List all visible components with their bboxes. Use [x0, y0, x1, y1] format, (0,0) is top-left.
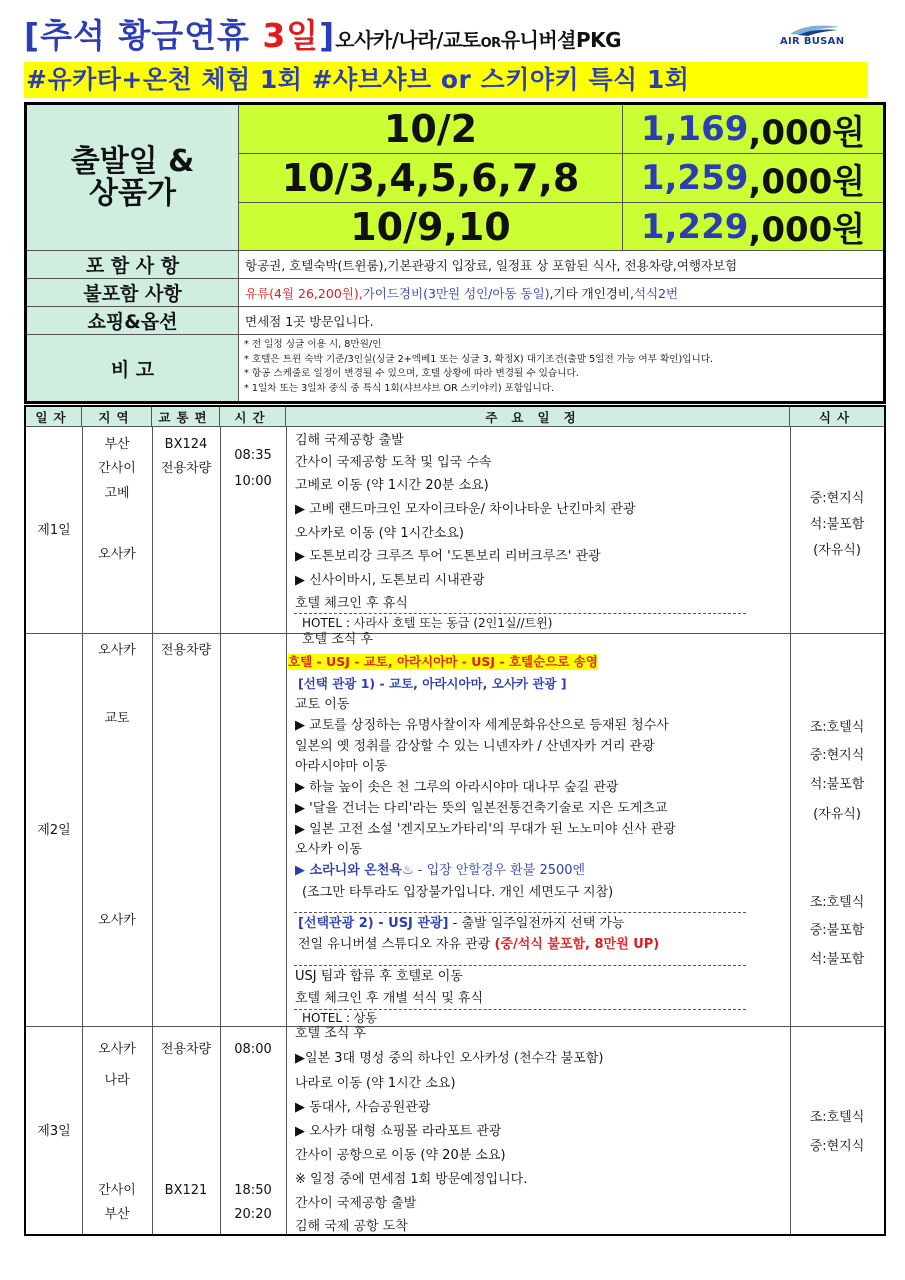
remarks-label: 비 고 — [27, 335, 239, 401]
itinerary-item: 호텔 체크인 후 개별 석식 및 휴식 — [295, 991, 484, 1006]
hotel-info: HOTEL : 상동 — [302, 1011, 377, 1025]
optional-tour-2: [선택관광 2) - USJ 관광] - 출발 일주일전까지 선택 가능 — [298, 916, 625, 931]
optional-tour-1: [선택 관광 1) - 교토, 아라시아마, 오사카 관광 ] — [298, 676, 567, 691]
itinerary-item: 교토 이동 — [295, 697, 350, 712]
itinerary-item: ▶ 일본 고전 소설 '겐지모노가타리'의 무대가 된 노노미야 신사 관광 — [295, 822, 676, 837]
time: 10:00 — [234, 474, 272, 489]
excluded-text: 유류(4월 26,200원), 가이드경비(3만원 성인/아동 동일) ,기타 개인경비, 석식2번 — [239, 279, 883, 307]
hotel-info: HOTEL : 사라사 호텔 또는 동급 (2인1실//트윈) — [302, 616, 553, 630]
page-title — [24, 10, 884, 56]
shopping-text: 면세점 1곳 방문입니다. — [239, 307, 883, 335]
itinerary-item: 간사이 국제공항 출발 — [295, 1196, 417, 1211]
departure-date: 10/2 — [239, 105, 623, 154]
region: 오사카 — [98, 643, 136, 658]
itinerary-item: 호텔 체크인 후 휴식 — [295, 596, 408, 611]
region: 오사카 — [98, 913, 136, 928]
meal: 석:불포함 — [809, 517, 865, 532]
region: 간사이 — [98, 461, 136, 476]
itinerary-item: 일본의 옛 정취를 감상할 수 있는 니넨자카 / 산넨자카 거리 관광 — [295, 739, 655, 754]
itinerary-item: 간사이 공항으로 이동 (약 20분 소요) — [295, 1148, 506, 1163]
itinerary-table — [24, 405, 886, 1236]
transport: 전용차량 — [160, 461, 212, 476]
meal: (자유식) — [813, 807, 861, 822]
region: 오사카 — [98, 1042, 136, 1057]
region: 부산 — [104, 437, 130, 452]
itinerary-item: ▶ 교토를 상징하는 유명사찰이자 세계문화유산으로 등재된 청수사 — [295, 718, 669, 733]
included-text: 항공권, 호텔숙박(트윈룸),기본관광지 입장료, 일정표 상 포함된 식사, 전용차량,여행자보험 — [239, 251, 883, 279]
departure-price-label: 출발일 & 상품가 — [27, 105, 239, 251]
col-header-transport: 교통편 — [152, 407, 220, 427]
itinerary-item: 오사카로 이동 (약 1시간소요) — [295, 526, 464, 541]
itinerary-item: 나라로 이동 (약 1시간 소요) — [295, 1076, 456, 1091]
col-header-time: 시간 — [220, 407, 286, 427]
meal: 조:호텔식 — [809, 720, 865, 735]
region: 고베 — [104, 486, 130, 501]
dashed-divider — [294, 965, 746, 966]
itinerary-item: ▶일본 3대 명성 중의 하나인 오사카성 (천수각 불포함) — [295, 1051, 604, 1066]
col-header-itinerary: 주요일정 — [286, 407, 790, 427]
product-price: 1,229 ,000원 — [623, 203, 883, 251]
transport: 전용차량 — [160, 1042, 212, 1057]
dashed-divider — [294, 613, 746, 614]
itinerary-item: 고베로 이동 (약 1시간 20분 소요) — [295, 478, 489, 493]
column-divider — [286, 427, 287, 1234]
itinerary-item: ▶ 신사이바시, 도톤보리 시내관광 — [295, 573, 485, 588]
itinerary-item: 간사이 국제공항 도착 및 입국 수속 — [295, 455, 492, 470]
product-info-table — [24, 102, 886, 404]
dashed-divider — [294, 912, 746, 913]
air-busan-logo: AIR BUSAN — [778, 22, 848, 50]
flight-number: BX124 — [164, 437, 208, 452]
itinerary-item: USJ 팀과 합류 후 호텔로 이동 — [295, 969, 463, 984]
meal: 조:호텔식 — [809, 895, 865, 910]
meal: 중:현지식 — [809, 1139, 865, 1154]
meal: 석:불포함 — [809, 777, 865, 792]
product-price: 1,259 ,000원 — [623, 154, 883, 203]
departure-date: 10/3,4,5,6,7,8 — [239, 154, 623, 203]
time: 18:50 — [234, 1183, 272, 1198]
itinerary-item: 김해 국제 공항 도착 — [295, 1219, 408, 1234]
time: 08:00 — [234, 1042, 272, 1057]
meal: 중:현지식 — [809, 491, 865, 506]
itinerary-item: ▶ '달을 건너는 다리'라는 뜻의 일본전통건축기술로 지은 도게츠교 — [295, 801, 668, 816]
itinerary-item: ▶ 하늘 높이 솟은 천 그루의 아라시야마 대나무 숲길 관광 — [295, 780, 619, 795]
itinerary-item: 김해 국제공항 출발 — [295, 433, 404, 448]
meal: 중:현지식 — [809, 748, 865, 763]
row-divider — [26, 1026, 884, 1027]
remarks-text: * 전 일정 싱글 이용 시, 8만원/인 * 호텔은 트윈 숙박 기준/3인실(싱글 2+엑베1 또는 싱글 3, 확정X) 대기조건(출발 5일전 가능 여부 확인)입니다. * 항공 스케줄로 일정이 변경될 수 있으며, 호텔 상황에 따라 변경될 수 있습니다. * 1일차 또는 3일차 중식 중 특식 1회(샤브샤브 OR 스키야키) 포함입니다. — [244, 339, 714, 394]
departure-date: 10/9,10 — [239, 203, 623, 251]
row-divider — [26, 633, 884, 634]
itinerary-item: ▶ 오사카 대형 쇼핑몰 라라포트 관광 — [295, 1124, 502, 1139]
flight-number: BX121 — [164, 1183, 208, 1198]
meal: 중:불포함 — [809, 923, 865, 938]
subtitle-banner: #유카타+온천 체험 1회 #샤브샤브 or 스키야키 특식 1회 — [24, 62, 868, 98]
shopping-label: 쇼핑&옵션 — [27, 307, 239, 335]
itinerary-item: 아라시야마 이동 — [295, 759, 388, 774]
time: 20:20 — [234, 1207, 272, 1222]
itinerary-item: 호텔 조식 후 — [302, 632, 374, 647]
time: 08:35 — [234, 448, 272, 463]
shuttle-notice: 호텔 - USJ - 교토, 아라시아마 - USJ - 호텔순으로 송영 — [288, 654, 598, 669]
region: 간사이 — [98, 1183, 136, 1198]
region: 나라 — [104, 1073, 130, 1088]
title-sub: 오사카/나라/교토OR유니버셜PKG — [335, 28, 622, 52]
title-main: [추석 황금연휴 3일] — [24, 16, 336, 55]
itinerary-item: 전일 유니버셜 스튜디오 자유 관광 (중/석식 불포함, 8만원 UP) — [298, 937, 660, 952]
airline-wing-icon — [788, 24, 842, 36]
included-label: 포 함 사 항 — [27, 251, 239, 279]
itinerary-item: ▶ 고베 랜드마크인 모자이크타운/ 차이나타운 난킨마치 관광 — [295, 502, 636, 517]
column-divider — [152, 427, 153, 1234]
region: 부산 — [104, 1207, 130, 1222]
region: 오사카 — [98, 547, 136, 562]
col-header-region: 지역 — [82, 407, 152, 427]
day-label: 제1일 — [37, 523, 71, 538]
itinerary-item: ※ 일정 중에 면세점 1회 방문예정입니다. — [295, 1172, 528, 1187]
col-header-meal: 식사 — [790, 407, 884, 427]
itinerary-item: 호텔 조식 후 — [295, 1026, 367, 1041]
column-divider — [220, 427, 221, 1234]
meal: (자유식) — [813, 543, 861, 558]
excluded-label: 불포함 사항 — [27, 279, 239, 307]
day-label: 제3일 — [37, 1124, 71, 1139]
meal: 석:불포함 — [809, 952, 865, 967]
day-label: 제2일 — [37, 823, 71, 838]
region: 교토 — [104, 711, 130, 726]
col-header-day: 일자 — [26, 407, 82, 427]
transport: 전용차량 — [160, 643, 212, 658]
product-price: 1,169 ,000원 — [623, 105, 883, 154]
itinerary-item: ▶ 동대사, 사슴공원관광 — [295, 1100, 431, 1115]
itinerary-item: 오사카 이동 — [295, 842, 362, 857]
meal: 조:호텔식 — [809, 1110, 865, 1125]
itinerary-item: (조그만 타투라도 입장불가입니다. 개인 세면도구 지참) — [302, 885, 614, 900]
onsen-item: ▶ 소라니와 온천욕♨ - 입장 안할경우 환불 2500엔 — [295, 863, 586, 878]
itinerary-item: ▶ 도톤보리강 크루즈 투어 '도톤보리 리버크루즈' 관광 — [295, 549, 601, 564]
